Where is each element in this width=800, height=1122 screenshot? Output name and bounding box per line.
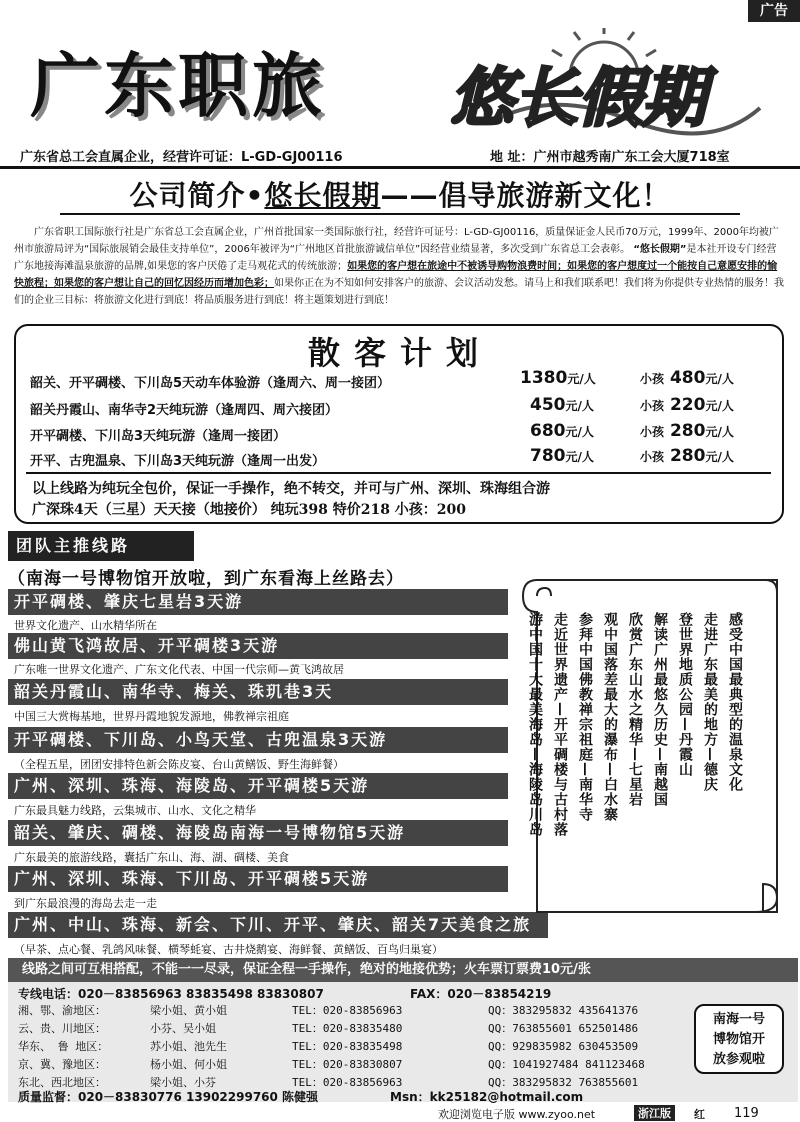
scroll-column: 欣赏广东山水之精华—七星岩 <box>627 612 643 807</box>
fax: FAX：020－83854219 <box>410 987 552 1001</box>
headline-prefix: 公司简介• <box>129 179 265 212</box>
divider <box>0 166 800 169</box>
color-tag: 红 <box>694 1108 705 1121</box>
route-title: 广州、深圳、珠海、海陵岛、开平碉楼5天游 <box>8 773 508 799</box>
msn: Msn：kk25182@hotmail.com <box>390 1090 584 1104</box>
route-desc: （早茶、点心餐、乳鸽风味餐、横琴蚝宴、古井烧鹅宴、海鲜餐、黄鳝饭、百鸟归巢宴） <box>14 943 443 956</box>
plan-row <box>30 368 770 394</box>
team-label: 团队主推线路 <box>8 531 194 561</box>
hotline: 专线电话：020－83856963 83835498 83830807 <box>18 987 324 1001</box>
ad-tag: 广告 <box>748 0 800 22</box>
scroll-column: 参拜中国佛教禅宗祖庭—南华寺 <box>577 612 593 822</box>
scroll-column: 解读广州最悠久历史—南越国 <box>652 612 668 807</box>
route-title: 广州、深圳、珠海、下川岛、开平碉楼5天游 <box>8 866 508 892</box>
contact-row: 京、冀、豫地区： 杨小姐、何小姐 TEL：020-83830807 QQ：1041927484 841123468 <box>18 1058 645 1071</box>
route-desc: 到广东最浪漫的海岛去走一走 <box>14 897 157 910</box>
team-subtitle: （南海一号博物馆开放啦，到广东看海上丝路去） <box>8 569 404 589</box>
route-title: 韶关、肇庆、碉楼、海陵岛南海一号博物馆5天游 <box>8 820 508 846</box>
website-text: 欢迎浏览电子版 www.zyoo.net <box>438 1108 596 1121</box>
plan-price: 780元/人 <box>530 446 594 466</box>
plan-kid-price: 小孩 280元/人 <box>640 421 734 441</box>
intro-text: 广东省职工国际旅行社是广东省总工会直属企业，广州首批国家一类国际旅行社，经营许可证号：L-GD-GJ00116，质量保证金人民币70万元，1999年、2000年均被广州市旅游局评为“国际旅展销会最佳支持单位”，2006年被评为“广州地区首批旅游诚信单位”因经营业绩显著，多次受到广东省总工会表彰。 <box>14 227 779 255</box>
plan-route: 韶关丹霞山、南华寺2天纯玩游（逢周四、周六接团） <box>30 403 339 418</box>
intro-text: 如果你正在为不知如何安排客户的旅游、会议活动发愁。请马上和我们联系吧！我们将为你提供专业热情的服务！我们的企业三目标：将旅游文化进行到底！将品质服务进行到底！将主题策划进行到底！ <box>14 278 784 306</box>
logo-text: 悠长假期 <box>450 61 706 136</box>
intro-text: 是本社开设专门经营广东地接海滩温泉旅游的品牌,如果您的客户厌倦了走马观花式的传统旅游； <box>14 244 777 272</box>
edition-tag: 浙江版 <box>634 1105 675 1121</box>
plan-kid-price: 小孩 480元/人 <box>640 368 734 388</box>
plan-title: 散客计划 <box>307 334 492 372</box>
route-desc: 世界文化遗产、山水精华所在 <box>14 619 157 632</box>
museum-badge <box>694 1004 784 1074</box>
plan-route: 开平碉楼、下川岛3天纯玩游（逢周一接团） <box>30 429 287 444</box>
brand-title: 广东职旅 <box>30 44 326 127</box>
page-number: 119 <box>734 1106 759 1121</box>
scroll-column: 感受中国最典型的温泉文化 <box>727 612 743 792</box>
route-desc: 广东最具魅力线路，云集城市、山水、文化之精华 <box>14 804 256 817</box>
scroll-column: 走近世界遗产—开平碉楼与古村落 <box>552 612 568 837</box>
headline <box>0 174 800 214</box>
plan-kid-price: 小孩 220元/人 <box>640 395 734 415</box>
contact-row: 东北、西北地区： 梁小姐、小芬 TEL：020-83856963 QQ：383295832 763855601 <box>18 1076 639 1089</box>
company-intro <box>14 224 786 309</box>
bottom-bar: 线路之间可互相搭配，不能一一尽录，保证全程一手操作，绝对的地接优势；火车票订票费10元/张 <box>8 958 798 982</box>
route-title: 开平碉楼、下川岛、小鸟天堂、古兜温泉3天游 <box>8 727 508 753</box>
headline-suffix: ——倡导旅游新文化！ <box>380 179 671 212</box>
plan-route: 开平、古兜温泉、下川岛3天纯玩游（逢周一出发） <box>30 454 326 469</box>
plan-kid-price: 小孩 280元/人 <box>640 446 734 466</box>
scroll-column: 游中国十大最美海岛—海陵岛川岛 <box>527 612 543 837</box>
divider <box>26 472 771 474</box>
badge-line: 南海一号 <box>712 1012 765 1027</box>
address-text: 地 址：广州市越秀南广东工会大厦718室 <box>490 150 730 165</box>
scroll-column: 登世界地质公园—丹霞山 <box>677 612 693 777</box>
footer <box>0 1104 800 1122</box>
route-title: 佛山黄飞鸿故居、开平碉楼3天游 <box>8 633 508 659</box>
route-title: 韶关丹霞山、南华寺、梅关、珠玑巷3天 <box>8 679 508 705</box>
license-text: 广东省总工会直属企业，经营许可证：L-GD-GJ00116 <box>20 150 343 165</box>
intro-highlight: 如果您的客户想在旅途中不被诱导购物浪费时间；如果您的客户想度过一个能按自己意愿安排的愉快旅程；如果您的客户想让自己的回忆因经历而增加色彩； <box>14 261 778 289</box>
sun-logo-icon <box>430 28 780 138</box>
plan-row <box>30 395 770 421</box>
scroll-column: 观中国落差最大的瀑布—白水寨 <box>602 612 618 822</box>
scroll-column: 走进广东最美的地方—德庆 <box>702 612 718 792</box>
route-title: 广州、中山、珠海、新会、下川、开平、肇庆、韶关7天美食之旅 <box>8 912 548 938</box>
contact-row: 湘、鄂、渝地区： 梁小姐、黄小姐 TEL：020-83856963 QQ：383295832 435641376 <box>18 1004 639 1017</box>
badge-line: 博物馆开 <box>712 1032 765 1047</box>
contact-row: 华东、 鲁 地区： 苏小姐、池先生 TEL：020-83835498 QQ：929835982 630453509 <box>18 1040 639 1053</box>
badge-line: 放参观啦 <box>712 1052 765 1067</box>
divider <box>60 213 740 215</box>
route-desc: 广东唯一世界文化遗产、广东文化代表、中国一代宗师—黄飞鸿故居 <box>14 663 344 676</box>
headline-underlined: 悠长假期 <box>264 179 381 212</box>
route-desc: 广东最美的旅游线路，囊括广东山、海、湖、碉楼、美食 <box>14 851 289 864</box>
plan-note: 广深珠4天（三星）天天接（地接价） 纯玩398 特价218 小孩：200 <box>32 502 467 518</box>
plan-route: 韶关、开平碉楼、下川岛5天动车体验游（逢周六、周一接团） <box>30 376 391 391</box>
contact-row: 云、贵、川地区： 小芬、吴小姐 TEL：020-83835480 QQ：763855601 652501486 <box>18 1022 639 1035</box>
route-title: 开平碉楼、肇庆七星岩3天游 <box>8 589 508 615</box>
plan-row <box>30 421 770 447</box>
intro-brand: “悠长假期” <box>633 244 687 255</box>
quality-supervision: 质量监督：020－83830776 13902299760 陈健强 <box>18 1090 319 1104</box>
plan-row <box>30 446 770 472</box>
route-desc: 中国三大赏梅基地，世界丹霞地貌发源地，佛教禅宗祖庭 <box>14 710 289 723</box>
brand-logo <box>430 28 780 138</box>
plan-note: 以上线路为纯玩全包价，保证一手操作，绝不转交，并可与广州、深圳、珠海组合游 <box>32 481 550 497</box>
plan-price: 450元/人 <box>530 395 594 415</box>
plan-price: 680元/人 <box>530 421 594 441</box>
plan-price: 1380元/人 <box>520 368 596 388</box>
route-desc: （全程五星，团团安排特色新会陈皮宴、台山黄鳝饭、野生海鲜餐） <box>14 758 344 771</box>
